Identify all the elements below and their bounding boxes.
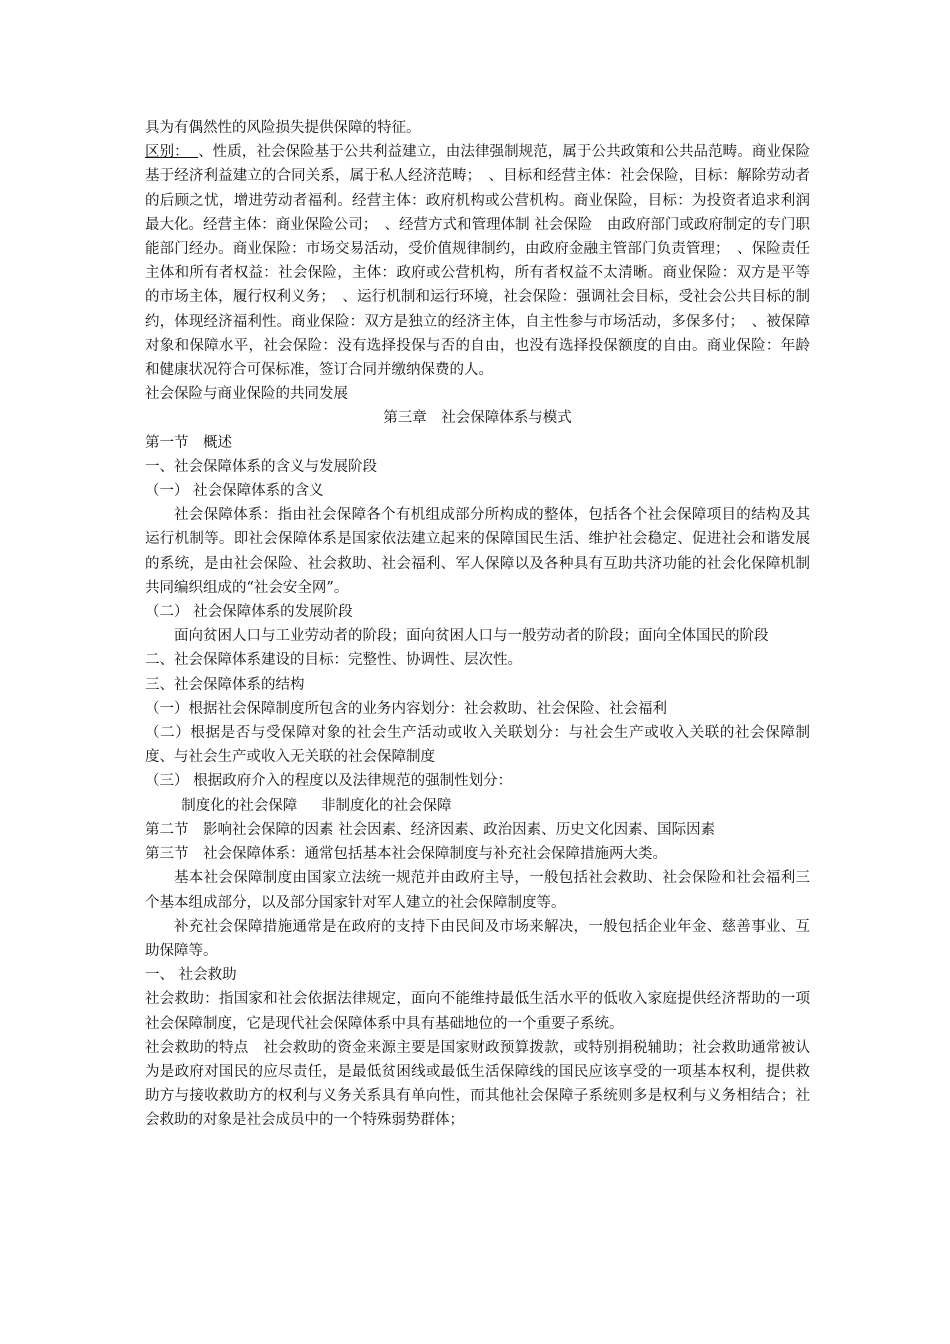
paragraph-differences bbox=[145, 140, 810, 382]
paragraph: 具为有偶然性的风险损失提供保障的特征。 bbox=[145, 120, 421, 136]
heading: 一、社会保障体系的含义与发展阶段 bbox=[145, 458, 377, 475]
section-heading: 第一节 概述 bbox=[145, 434, 232, 451]
subheading: （二） 社会保障体系的发展阶段 bbox=[145, 604, 353, 621]
subheading: （三） 根据政府介入的程度以及法律规范的强制性划分： bbox=[145, 773, 513, 790]
paragraph: 基本社会保障制度由国家立法统一规范并由政府主导，一般包括社会救助、社会保险和社会福利三个基本组成部分，以及部分国家针对军人建立的社会保障制度等。 bbox=[145, 870, 810, 911]
underline-blank bbox=[189, 144, 198, 160]
section-heading: 第三节 社会保障体系：通常包括基本社会保障制度与补充社会保障措施两大类。 bbox=[145, 846, 667, 863]
paragraph: 补充社会保障措施通常是在政府的支持下由民间及市场来解决，一般包括企业年金、慈善事业、互助保障等。 bbox=[145, 918, 810, 959]
subheading: （一） 社会保障体系的含义 bbox=[145, 483, 324, 500]
heading: 三、社会保障体系的结构 bbox=[145, 676, 305, 693]
chapter-title: 第三章 社会保障体系与模式 bbox=[383, 410, 572, 427]
heading: 二、社会保障体系建设的目标：完整性、协调性、层次性。 bbox=[145, 652, 522, 669]
document-body bbox=[145, 116, 810, 1133]
paragraph: 制度化的社会保障 非制度化的社会保障 bbox=[181, 797, 452, 814]
section-heading: 第二节 影响社会保障的因素 社会因素、经济因素、政治因素、历史文化因素、国际因素 bbox=[145, 821, 716, 838]
differences-label: 区别： bbox=[145, 144, 189, 161]
paragraph: 面向贫困人口与工业劳动者的阶段；面向贫困人口与一般劳动者的阶段；面向全体国民的阶段 bbox=[174, 628, 769, 645]
paragraph: 社会保障体系：指由社会保障各个有机组成部分所构成的整体，包括各个社会保障项目的结构及其运行机制等。即社会保障体系是国家依法建立起来的保障国民生活、维护社会稳定、促进社会和谐发展的系统，是由社会保险、社会救助、社会福利、军人保障以及各种具有互助共济功能的社会化保障机制共同编织组成的“社会安全网”。 bbox=[145, 507, 810, 596]
subheading: （一）根据社会保障制度所包含的业务内容划分：社会救助、社会保险、社会福利 bbox=[145, 700, 667, 717]
paragraph: 社会救助的特点 社会救助的资金来源主要是国家财政预算拨款，或特别捐税辅助；社会救助通常被认为是政府对国民的应尽责任，是最低贫困线或最低生活保障线的国民应该享受的一项基本权利，提供救助方与接收救助方的权利与义务关系具有单向性，而其他社会保障子系统则多是权利与义务相结合；社会救助的对象是社会成员中的一个特殊弱势群体； bbox=[145, 1039, 810, 1129]
differences-text: 、性质，社会保险基于公共利益建立，由法律强制规范，属于公共政策和公共品范畴。商业保险基于经济利益建立的合同关系，属于私人经济范畴； 、目标和经营主体：社会保险，目标：解除劳动者的后顾之忧，增进劳动者福利。经营主体：政府机构或公营机构。商业保险，目标：为投资者追求利润最大化。经营主体：商业保险公司； 、经营方式和管理体制 社会保险 由政府部门或政府制定的专门职能部门经办。商业保险：市场交易活动，受价值规律制约，由政府金融主管部门负责管理； 、保险责任主体和所有者权益：社会保险，主体：政府或公营机构，所有者权益不太清晰。商业保险：双方是平等的市场主体，履行权利义务； 、运行机制和运行环境，社会保险：强调社会目标，受社会公共目标的制约，体现经济福利性。商业保险：双方是独立的经济主体，自主性参与市场活动，多保多付； 、被保障对象和保障水平，社会保险：没有选择投保与否的自由，也没有选择投保额度的自由。商业保险：年龄和健康状况符合可保标准，签订合同并缴纳保费的人。 bbox=[145, 144, 811, 379]
paragraph: 社会救助：指国家和社会依据法律规定，面向不能维持最低生活水平的低收入家庭提供经济帮助的一项社会保障制度，它是现代社会保障体系中具有基础地位的一个重要子系统。 bbox=[145, 991, 810, 1032]
paragraph: 社会保险与商业保险的共同发展 bbox=[145, 386, 348, 403]
subheading: （二）根据是否与受保障对象的社会生产活动或收入关联划分：与社会生产或收入关联的社会保障制度、与社会生产或收入无关联的社会保障制度 bbox=[145, 725, 810, 766]
heading: 一、 社会救助 bbox=[145, 967, 237, 984]
